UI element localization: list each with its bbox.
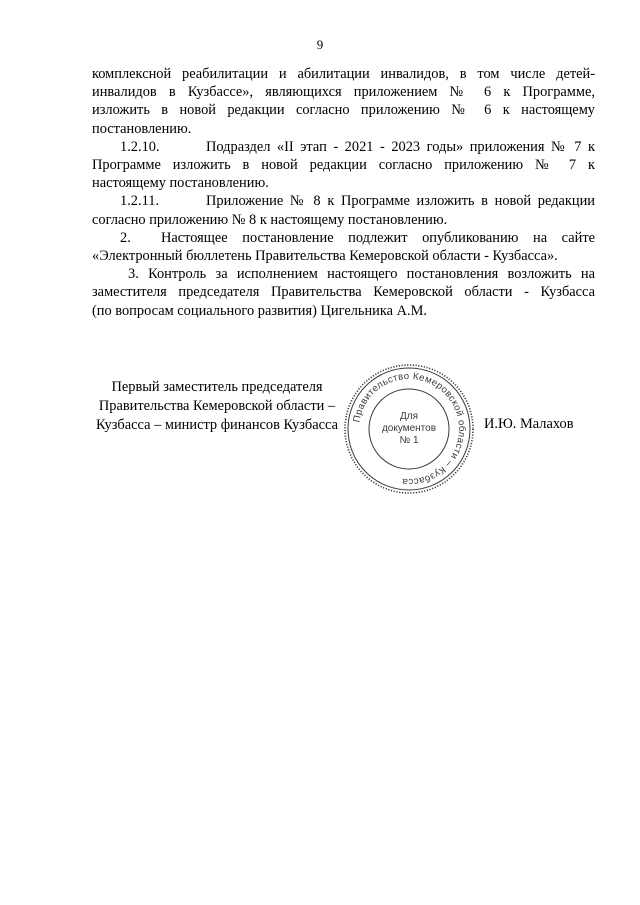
text-line: «Электронный бюллетень Правительства Кемеровской области - Кузбасса». bbox=[92, 248, 558, 265]
text-line: Подраздел «II этап - 2021 - 2023 годы» приложения № 7 к bbox=[206, 138, 595, 155]
paragraph-1 bbox=[92, 65, 595, 138]
text-line: инвалидов в Кузбассе», являющихся приложением № 6 к Программе, bbox=[92, 84, 595, 101]
document-body bbox=[92, 65, 595, 320]
seal-ring-text: Правительство Кемеровской области – Кузбасса bbox=[351, 370, 468, 488]
paragraph-2 bbox=[92, 229, 595, 265]
text-line: согласно приложению № 8 к настоящему постановлению. bbox=[92, 211, 448, 228]
text-line: (по вопросам социального развития) Цигельника А.М. bbox=[92, 302, 428, 319]
clause-number: 1.2.10. bbox=[120, 138, 160, 155]
position-line: Правительства Кемеровской области – bbox=[98, 398, 336, 414]
text-line: постановлению. bbox=[92, 120, 192, 137]
page-number: 9 bbox=[316, 37, 324, 52]
signer-name: И.Ю. Малахов bbox=[484, 416, 574, 432]
position-line: Первый заместитель председателя bbox=[111, 379, 323, 395]
text-line: 3. Контроль за исполнением настоящего постановления возложить на bbox=[128, 266, 595, 283]
text-line: настоящему постановлению. bbox=[92, 175, 269, 192]
paragraph-3 bbox=[92, 265, 595, 320]
text-line: Программе изложить в новой редакции согласно приложению № 7 к bbox=[92, 157, 595, 174]
paragraph-1-2-11 bbox=[92, 192, 595, 228]
text-line: комплексной реабилитации и абилитации инвалидов, в том числе детей- bbox=[92, 66, 595, 82]
svg-text:Для: Для bbox=[399, 411, 419, 422]
svg-text:документов: документов bbox=[381, 423, 437, 434]
text-line: заместителя председателя Правительства Кемеровской области - Кузбасса bbox=[92, 284, 595, 301]
text-line: Приложение № 8 к Программе изложить в новой редакции bbox=[206, 193, 595, 210]
paragraph-1-2-10 bbox=[92, 138, 595, 193]
text-line: изложить в новой редакции согласно приложению № 6 к настоящему bbox=[92, 102, 595, 119]
svg-text:№ 1: № 1 bbox=[399, 435, 419, 446]
signatory-position bbox=[92, 378, 342, 435]
clause-number: 2. bbox=[120, 229, 131, 246]
position-line: Кузбасса – министр финансов Кузбасса bbox=[96, 417, 338, 433]
seal-center-text bbox=[382, 411, 436, 446]
text-line: Настоящее постановление подлежит опубликованию на сайте bbox=[161, 229, 595, 246]
clause-number: 1.2.11. bbox=[120, 193, 160, 210]
official-seal bbox=[342, 362, 476, 496]
